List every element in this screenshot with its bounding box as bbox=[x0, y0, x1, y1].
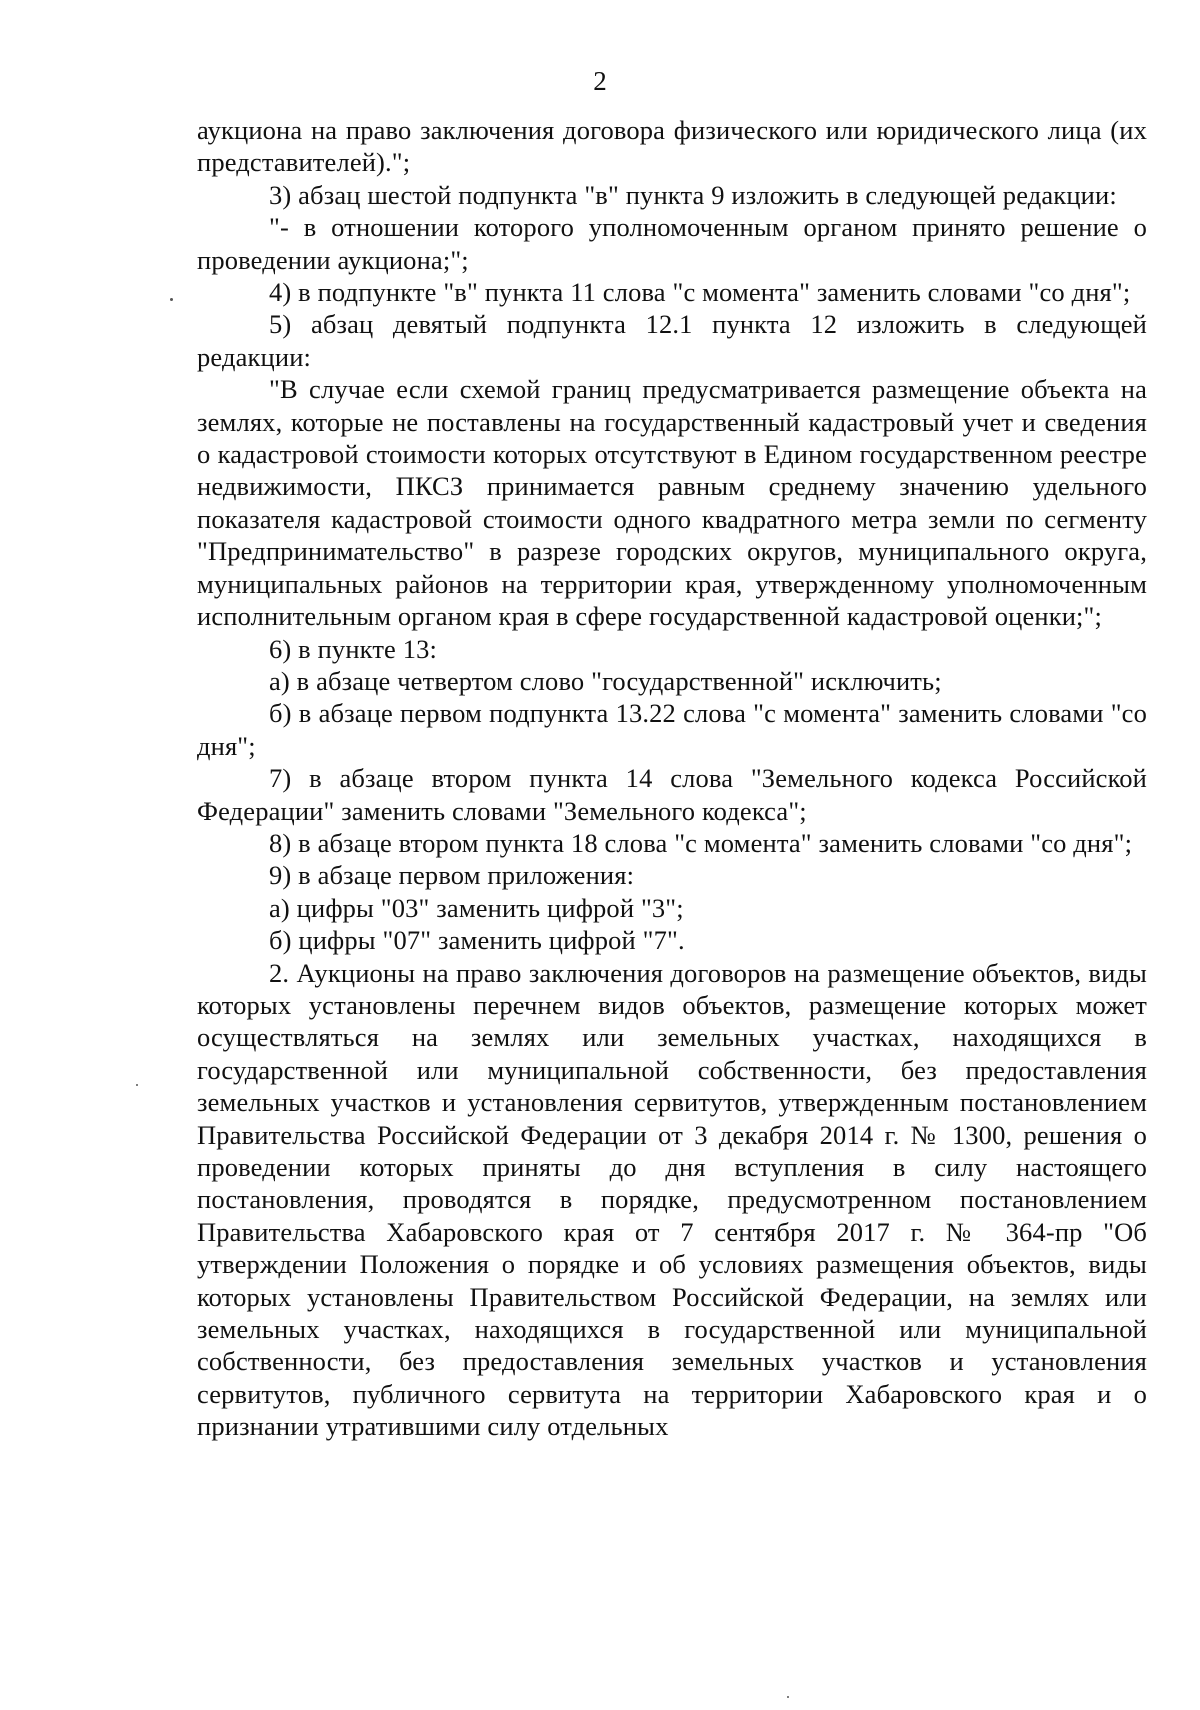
paragraph: 7) в абзаце втором пункта 14 слова "Земельного кодекса Российской Федерации" заменить словами "Земельного кодекса"; bbox=[197, 763, 1147, 826]
paragraph: 4) в подпункте "в" пункта 11 слова "с момента" заменить словами "со дня"; bbox=[269, 277, 1131, 308]
paragraph: 9) в абзаце первом приложения: bbox=[269, 860, 635, 891]
paragraph: б) в абзаце первом подпункта 13.22 слова "с момента" заменить словами "со дня"; bbox=[197, 698, 1147, 761]
paragraph: б) цифры "07" заменить цифрой "7". bbox=[269, 925, 685, 956]
scan-speck bbox=[136, 1084, 138, 1086]
paragraph: аукциона на право заключения договора физического или юридического лица (их представителей)."; bbox=[197, 115, 1147, 178]
paragraph: а) в абзаце четвертом слово "государственной" исключить; bbox=[269, 665, 942, 696]
paragraph: 6) в пункте 13: bbox=[269, 633, 438, 664]
document-body bbox=[197, 114, 1147, 1443]
paragraph: 8) в абзаце втором пункта 18 слова "с момента" заменить словами "со дня"; bbox=[269, 827, 1133, 858]
scan-speck bbox=[787, 1696, 789, 1698]
paragraph: "- в отношении которого уполномоченным органом принято решение о проведении аукциона;"; bbox=[197, 212, 1147, 275]
paragraph: "В случае если схемой границ предусматривается размещение объекта на землях, которые не поставлены на государственный кадастровый учет и сведения о кадастровой стоимости которых отсутствуют в Едином государственном реестре недвижимости, ПКСЗ принимается равным среднему значению удельного показателя кадастровой стоимости одного квадратного метра земли по сегменту "Предпринимательство" в разрезе городских округов, муниципального округа, муниципальных районов на территории края, утвержденному уполномоченным исполнительным органом края в сфере государственной кадастровой оценки;"; bbox=[197, 374, 1147, 632]
paragraph: 2. Аукционы на право заключения договоров на размещение объектов, виды которых установлены перечнем видов объектов, размещение которых может осуществляться на землях или земельных участках, находящихся в государственной или муниципальной собственности, без предоставления земельных участков и установления сервитутов, утвержденным постановлением Правительства Российской Федерации от 3 декабря 2014 г. № 1300, решения о проведении которых приняты до дня вступления в силу настоящего постановления, проводятся в порядке, предусмотренном постановлением Правительства Хабаровского края от 7 сентября 2017 г. № 364-пр "Об утверждении Положения о порядке и об условиях размещения объектов, виды которых установлены Правительством Российской Федерации, на землях или земельных участках, находящихся в государственной или муниципальной собственности, без предоставления земельных участков и установления сервитутов, публичного сервитута на территории Хабаровского края и о признании утратившими силу отдельных bbox=[197, 957, 1147, 1442]
scan-speck bbox=[170, 298, 173, 301]
paragraph: 5) абзац девятый подпункта 12.1 пункта 12 изложить в следующей редакции: bbox=[197, 309, 1147, 372]
page-number: 2 bbox=[593, 66, 607, 96]
paragraph: 3) абзац шестой подпункта "в" пункта 9 изложить в следующей редакции: bbox=[269, 179, 1117, 210]
paragraph: а) цифры "03" заменить цифрой "3"; bbox=[269, 892, 684, 923]
